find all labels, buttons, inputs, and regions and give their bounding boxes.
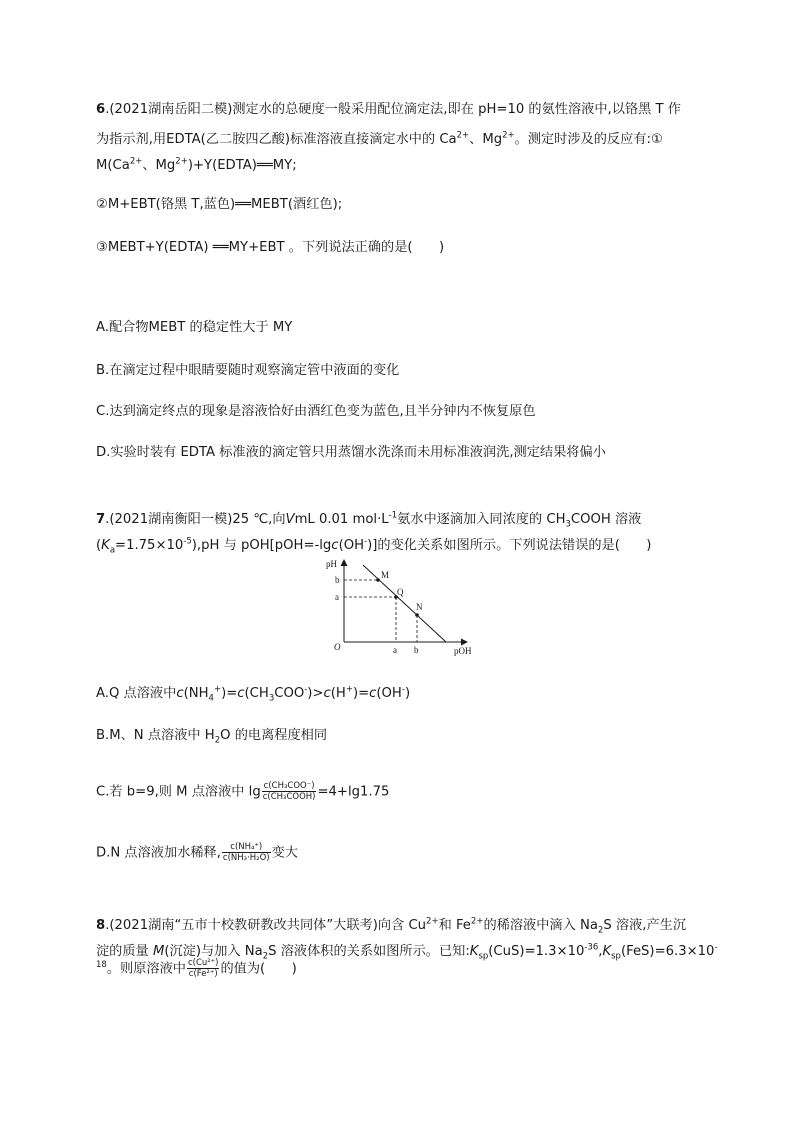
q6-line-4: ②M+EBT(铬黑 T,蓝色)══MEBT(酒红色); xyxy=(96,197,343,212)
point-m-label: M xyxy=(381,570,390,580)
x-axis-label: pOH xyxy=(454,646,472,656)
q8-line-2: 淀的质量 M(沉淀)与加入 $Na_2S$ 溶液体积的关系如图所示。已知$:K_{sp}(CuS)=1.3\times 10^{-36},K_{sp}(FeS)=6.3\times 10^-$ xyxy=(96,942,718,962)
q8-line-1: 8.(2021湖南“五市十校教研教改共同体”大联考)向含 $Cu^{2+}$和 $Fe^{2+}$的稀溶液中滴入 $Na_2S$ 溶液,产生沉 xyxy=(96,916,687,936)
fraction: $\frac{\text{c(Cu²⁺)}}{\text{c(Fe²⁺)}}$ xyxy=(187,958,219,979)
point-q-label: Q xyxy=(397,587,404,597)
y-tick-b: b xyxy=(335,575,340,585)
q7-option-b: B.M、N 点溶液中 $H_2O$ 的电离程度相同 xyxy=(96,728,328,746)
q7-option-c: C.若 b=9,则 M 点溶液中 lg $\frac{\text{c(CH₃COO⁻)}}{\text{c(CH₃COOH)}}$ =4+lg1.75 xyxy=(96,781,390,802)
q8-line-3: $^{18}$。则原溶液中 $\frac{\text{c(Cu²⁺)}}{\text{c(Fe²⁺)}}$ 的值为( ) xyxy=(96,958,297,979)
q6-option-c: C.达到滴定终点的现象是溶液恰好由酒红色变为蓝色,且半分钟内不恢复原色 xyxy=(96,404,536,419)
point-m-dot xyxy=(376,578,380,582)
q6-option-b: B.在滴定过程中眼睛要随时观察滴定管中液面的变化 xyxy=(96,363,400,378)
y-tick-a: a xyxy=(335,592,339,602)
question-number: 6 xyxy=(96,102,106,117)
q7-line-1: 7.(2021湖南衡阳一模)25 ℃,向VmL 0.01 $mol\cdot L^{-1}$氨水中逐滴加入同浓度的 $CH_3COOH$ 溶液 xyxy=(96,510,642,530)
fraction: $\frac{\text{c(CH₃COO⁻)}}{\text{c(CH₃COOH)}}$ xyxy=(262,781,316,802)
q6-line-5: ③MEBT+Y(EDTA) ══MY+EBT 。下列说法正确的是( ) xyxy=(96,240,445,255)
q7-line-2: $(K_a=1.75\times 10^{-5}),pH$ 与 pOH[pOH=-lgc(OH-)]的变化关系如图所示。下列说法错误的是( ) xyxy=(96,536,652,556)
q6-line-3: $M(Ca^{2+}$、$Mg^{2+})+Y(EDTA)══MY$; xyxy=(96,156,297,173)
fraction: $\frac{\text{c(NH₄⁺)}}{\text{c(NH₃·H₂O)}}$ xyxy=(222,842,270,863)
x-tick-a: a xyxy=(393,645,397,655)
q6-line-1: 6.(2021湖南岳阳二模)测定水的总硬度一般采用配位滴定法,即在 pH=10 的氨性溶液中,以铬黑 T 作 xyxy=(96,102,681,117)
point-n-label: N xyxy=(416,602,423,612)
ph-poh-graph xyxy=(322,554,474,658)
q7-option-a: A.Q 点溶液中$c(NH_4^+)=c(CH_3COO^-)>c(H^+)=c(OH^-)$ xyxy=(96,684,411,704)
ph-line xyxy=(363,565,446,642)
q7-option-d: D.N 点溶液加水稀释, $\frac{\text{c(NH₄⁺)}}{\text{c(NH₃·H₂O)}}$ 变大 xyxy=(96,842,298,863)
y-axis-label: pH xyxy=(326,559,337,569)
x-tick-b: b xyxy=(414,645,419,655)
question-number: 7 xyxy=(96,512,106,527)
q6-option-a: A.配合物MEBT 的稳定性大于 MY xyxy=(96,320,293,335)
q6-option-d: D.实验时装有 EDTA 标准液的滴定管只用蒸馏水洗涤而未用标准液润洗,测定结果将偏小 xyxy=(96,445,606,460)
question-number: 8 xyxy=(96,918,106,933)
origin-label: O xyxy=(334,642,341,652)
q6-line-2: 为指示剂,用EDTA(乙二胺四乙酸)标准溶液直接滴定水中的 $Ca^{2+}$、$Mg^{2+}$。测定时涉及的反应有:① xyxy=(96,130,663,147)
point-n-dot xyxy=(415,613,419,617)
